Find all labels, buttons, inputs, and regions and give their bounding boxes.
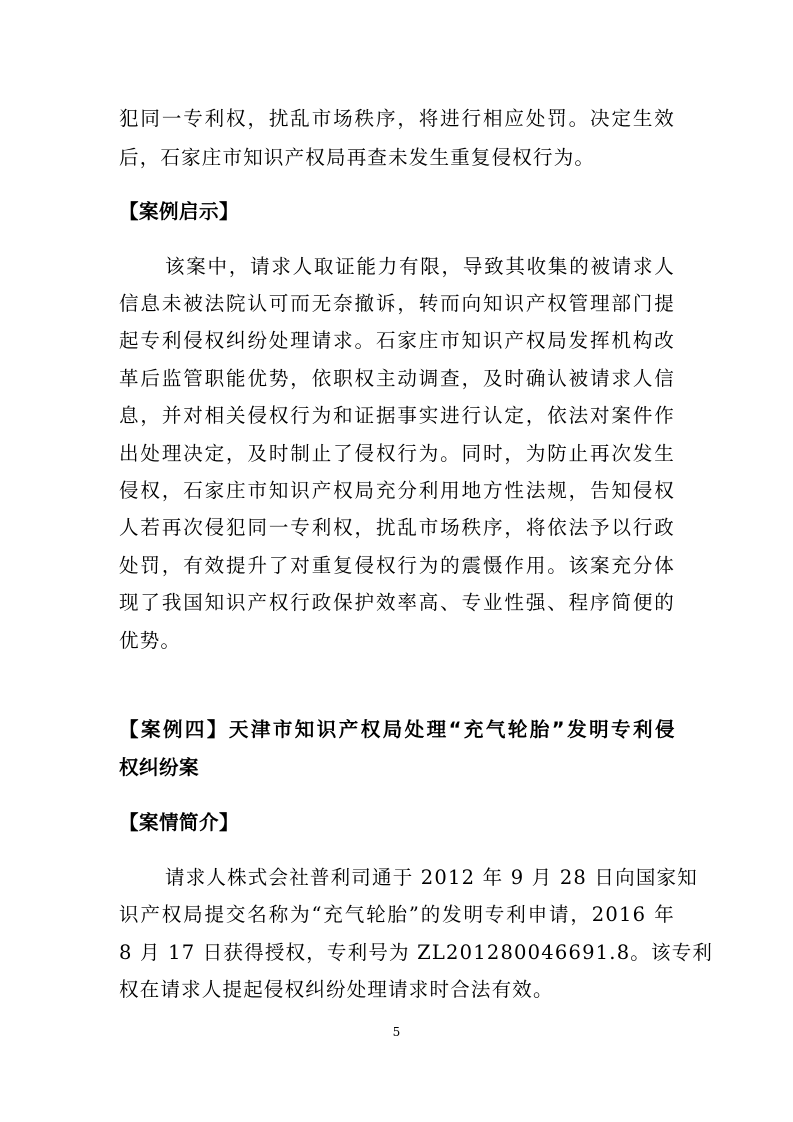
paragraph-line: 人若再次侵犯同一专利权，扰乱市场秩序，将依法予以行政 <box>119 516 675 539</box>
paragraph-line: 识产权局提交名称为“充气轮胎”的发明专利申请，2016 年 <box>119 903 675 926</box>
section-heading-revelation: 【案例启示】 <box>119 200 240 223</box>
paragraph-line: 起专利侵权纠纷处理请求。石家庄市知识产权局发挥机构改 <box>119 329 675 352</box>
section-heading-summary: 【案情简介】 <box>119 811 240 834</box>
case-title: 权纠纷案 <box>119 756 200 779</box>
paragraph-line: 该案中，请求人取证能力有限，导致其收集的被请求人 <box>165 255 675 278</box>
paragraph-line: 信息未被法院认可而无奈撤诉，转而向知识产权管理部门提 <box>119 292 675 315</box>
paragraph-line: 革后监管职能优势，依职权主动调查，及时确认被请求人信 <box>119 367 675 390</box>
paragraph-line: 犯同一专利权，扰乱市场秩序，将进行相应处罚。决定生效 <box>119 107 675 130</box>
paragraph-line: 后，石家庄市知识产权局再查未发生重复侵权行为。 <box>119 146 596 169</box>
page-number: 5 <box>392 1025 401 1039</box>
paragraph-line: 现了我国知识产权行政保护效率高、专业性强、程序简便的 <box>119 591 675 614</box>
paragraph-line: 请求人株式会社普利司通于 2012 年 9 月 28 日向国家知 <box>165 866 698 889</box>
case-title: 【案例四】天津市知识产权局处理“充气轮胎”发明专利侵 <box>119 718 675 741</box>
paragraph-line: 优势。 <box>119 629 182 652</box>
paragraph-line: 侵权，石家庄市知识产权局充分利用地方性法规，告知侵权 <box>119 479 675 502</box>
paragraph-line: 8 月 17 日获得授权，专利号为 ZL201280046691.8。该专利 <box>119 941 714 964</box>
paragraph-line: 息，并对相关侵权行为和证据事实进行认定，依法对案件作 <box>119 404 675 427</box>
paragraph-line: 出处理决定，及时制止了侵权行为。同时，为防止再次发生 <box>119 442 675 465</box>
paragraph-line: 处罚，有效提升了对重复侵权行为的震慑作用。该案充分体 <box>119 554 675 577</box>
paragraph-line: 权在请求人提起侵权纠纷处理请求时合法有效。 <box>119 978 554 1001</box>
